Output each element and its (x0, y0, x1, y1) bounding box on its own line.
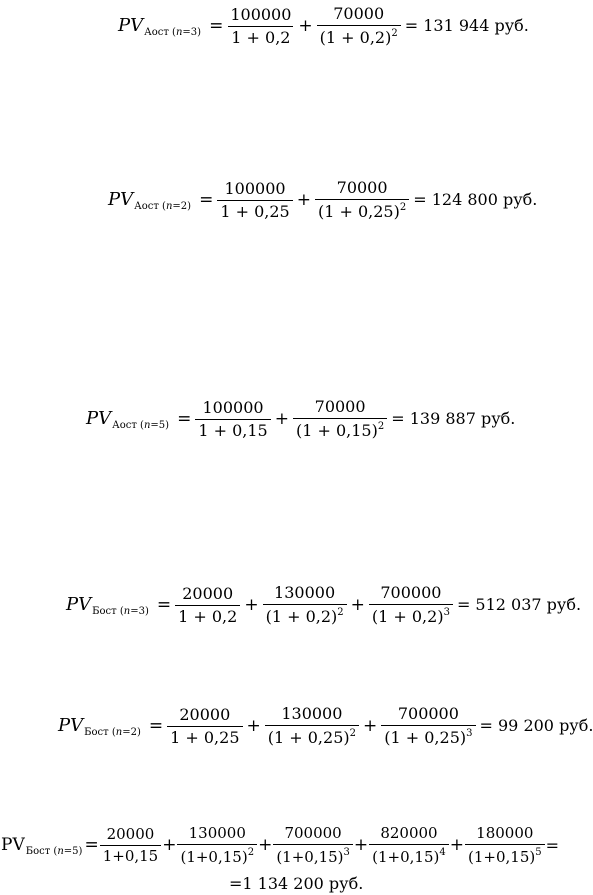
plus-sign: + (353, 835, 369, 855)
numerator: 20000 (182, 583, 234, 603)
fraction (263, 585, 347, 625)
pv-symbol: PV (1, 835, 25, 855)
exponent: 4 (439, 847, 446, 858)
denominator (265, 725, 359, 746)
pv-subscript-text: Бост (84, 727, 109, 738)
pv-n-label: (n=3) (119, 606, 149, 617)
exponent: 2 (247, 847, 255, 858)
denominator (315, 199, 409, 220)
denominator-text: 1 + 0,2 (231, 27, 291, 47)
equation-1 (118, 6, 529, 46)
pv-n-label: (n=2) (111, 727, 141, 738)
pv-label (1, 835, 83, 857)
pv-subscript (134, 202, 191, 212)
denominator (217, 200, 292, 220)
numerator: 20000 (179, 704, 231, 724)
fraction (381, 706, 475, 746)
pv-subscript-text: Бост (25, 846, 51, 857)
exponent: 3 (343, 847, 350, 858)
pv-subscript (26, 847, 83, 857)
denominator (317, 25, 401, 46)
numerator: 70000 (336, 178, 388, 197)
pv-subscript (112, 421, 169, 431)
fraction (273, 826, 353, 865)
fraction (369, 826, 449, 865)
plus-sign: + (449, 835, 464, 855)
numerator: 20000 (106, 825, 155, 843)
denominator-text: 1 + 0,25 (220, 201, 290, 221)
fraction (167, 704, 242, 747)
fraction (315, 180, 409, 220)
numerator: 130000 (281, 704, 343, 723)
fraction (293, 399, 387, 439)
equation-4 (66, 585, 581, 625)
denominator-text: (1 + 0,15) (295, 421, 378, 440)
plus-sign: + (246, 715, 261, 736)
denominator-text: (1+0,15) (180, 848, 248, 866)
pv-label (58, 715, 141, 738)
equals-sign: = (148, 715, 164, 736)
equation-3 (86, 399, 515, 439)
result: = 131 944 руб. (404, 16, 529, 35)
equals-sign: = (209, 15, 224, 36)
numerator: 100000 (202, 397, 264, 417)
pv-subscript-text: Аост (112, 420, 137, 431)
pv-label (86, 408, 170, 431)
n-variable: n (175, 27, 183, 38)
pv-label (108, 189, 192, 212)
plus-sign: + (258, 835, 273, 855)
fraction (100, 827, 162, 864)
pv-subscript-text: Аост (144, 27, 169, 38)
denominator-text: (1+0,15) (276, 848, 344, 866)
denominator-text: (1 + 0,2) (319, 28, 392, 47)
fraction (227, 4, 294, 47)
n-variable: n (115, 727, 123, 738)
n-variable: n (143, 420, 151, 431)
exponent: 3 (466, 728, 473, 739)
denominator (228, 26, 293, 46)
numerator: 700000 (397, 704, 459, 723)
denominator-text: 1 + 0,2 (178, 606, 238, 626)
denominator-text: 1+0,15 (102, 847, 159, 865)
result: = 99 200 руб. (479, 716, 593, 735)
denominator (175, 605, 240, 625)
pv-subscript (84, 728, 141, 738)
exponent: 2 (377, 421, 385, 432)
exponent: 3 (443, 607, 450, 618)
plus-sign: + (162, 835, 177, 855)
fraction (195, 397, 270, 440)
denominator (167, 726, 242, 746)
fraction (217, 178, 292, 221)
equation-6 (1, 826, 559, 865)
fraction (317, 6, 401, 46)
pv-n-label: (n=5) (140, 420, 170, 431)
fraction (175, 583, 240, 626)
equals-sign: = (177, 408, 192, 429)
numerator: 700000 (380, 583, 442, 602)
pv-label (66, 594, 149, 617)
n-variable: n (165, 201, 173, 212)
pv-symbol: PV (118, 15, 144, 36)
exponent: 2 (337, 607, 344, 618)
denominator-text: (1+0,15) (372, 848, 440, 866)
plus-sign: + (244, 594, 259, 615)
pv-symbol: PV (108, 189, 134, 210)
pv-n-label: (n=3) (172, 27, 202, 38)
plus-sign: + (363, 715, 378, 736)
pv-symbol: PV (58, 715, 84, 736)
numerator: 700000 (284, 824, 342, 842)
numerator: 100000 (230, 4, 292, 24)
numerator: 70000 (333, 4, 385, 23)
pv-n-label: (n=5) (53, 846, 83, 857)
equation-2 (108, 180, 537, 220)
denominator (293, 418, 387, 439)
plus-sign: + (298, 15, 313, 36)
numerator: 820000 (380, 824, 438, 842)
denominator (465, 844, 545, 865)
pv-symbol: PV (66, 594, 92, 615)
numerator: 70000 (314, 397, 366, 416)
exponent: 2 (391, 28, 398, 39)
denominator (369, 844, 449, 865)
numerator: 100000 (224, 178, 286, 198)
denominator (195, 419, 270, 439)
plus-sign: + (274, 408, 289, 429)
result: = 139 887 руб. (391, 409, 516, 428)
pv-subscript-text: Аост (134, 201, 159, 212)
denominator (100, 845, 162, 864)
numerator: 130000 (188, 824, 246, 842)
fraction (465, 826, 545, 865)
fraction (265, 706, 359, 746)
equals-sign: = (156, 594, 172, 615)
equals-sign: = (84, 835, 99, 855)
denominator-text: (1 + 0,2) (265, 607, 338, 626)
pv-subscript-text: Бост (92, 606, 117, 617)
numerator: 180000 (476, 824, 534, 842)
denominator (177, 844, 257, 865)
equals-sign: = (199, 189, 214, 210)
denominator (273, 844, 353, 865)
result: = (545, 835, 559, 855)
n-variable: n (123, 606, 131, 617)
exponent: 2 (399, 202, 407, 213)
denominator-text: (1+0,15) (468, 848, 536, 866)
denominator-text: 1 + 0,25 (170, 727, 240, 747)
denominator-text: (1 + 0,2) (371, 607, 444, 626)
denominator-text: (1 + 0,25) (317, 202, 400, 221)
denominator (263, 604, 347, 625)
pv-n-label: (n=2) (162, 201, 192, 212)
denominator-text: (1 + 0,25) (267, 728, 350, 747)
equation-5 (58, 706, 593, 746)
result: = 512 037 руб. (456, 595, 582, 614)
denominator (369, 604, 453, 625)
equation-6-result: =1 134 200 руб. (229, 874, 364, 893)
pv-symbol: PV (86, 408, 112, 429)
exponent: 5 (535, 847, 542, 858)
plus-sign: + (350, 594, 365, 615)
denominator-text: 1 + 0,15 (198, 420, 268, 440)
numerator: 130000 (274, 583, 336, 602)
fraction (369, 585, 453, 625)
result: = 124 800 руб. (413, 190, 538, 209)
pv-subscript (92, 607, 149, 617)
plus-sign: + (296, 189, 311, 210)
denominator-text: (1 + 0,25) (384, 728, 467, 747)
denominator (381, 725, 475, 746)
fraction (177, 826, 257, 865)
n-variable: n (57, 846, 64, 857)
pv-label (118, 15, 202, 38)
pv-subscript (144, 28, 201, 38)
exponent: 2 (349, 728, 356, 739)
